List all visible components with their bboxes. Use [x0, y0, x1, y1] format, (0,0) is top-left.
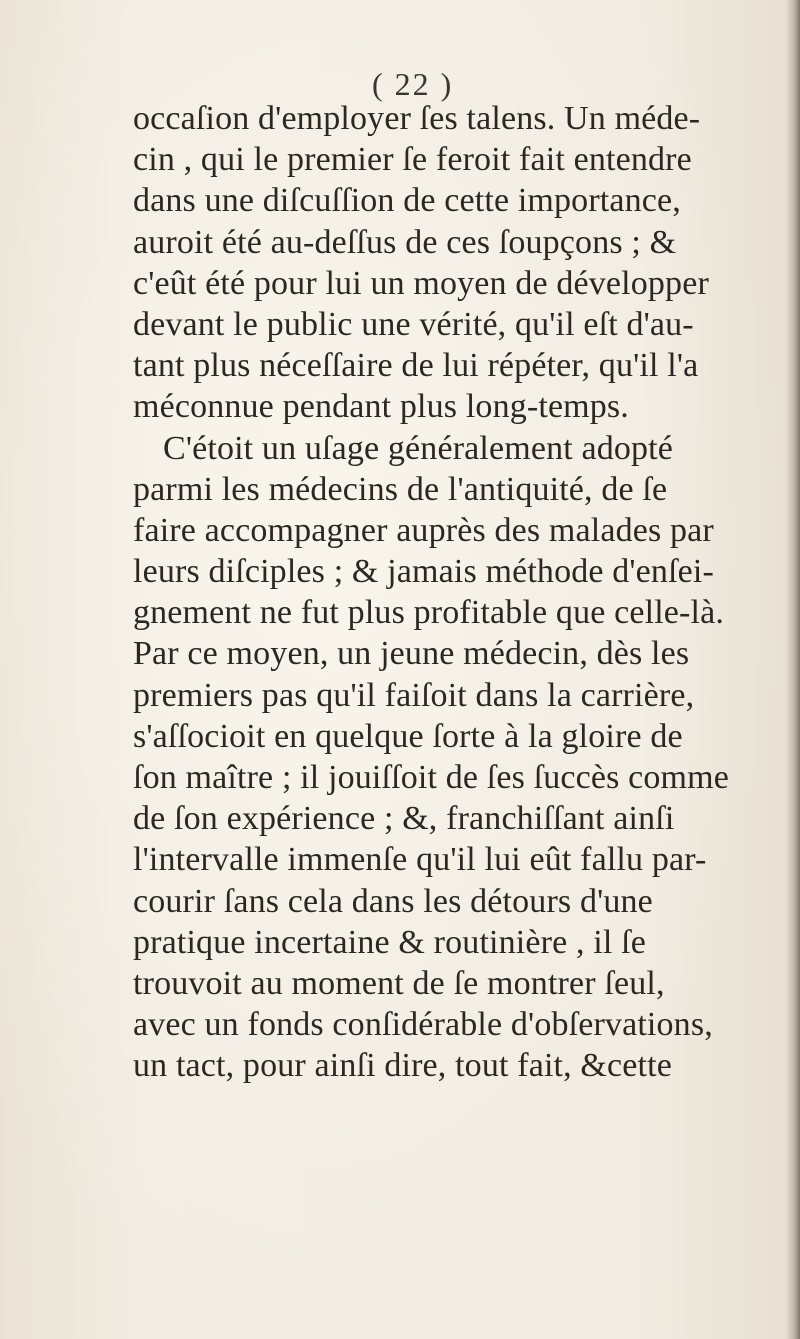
- text-line: avec un fonds conſidérable d'obſervations,: [133, 1006, 713, 1044]
- text-line: ſon maître ; il jouiſſoit de ſes ſuccès comme: [133, 759, 729, 796]
- text-line: auroit été au-deſſus de ces ſoupçons ; &: [133, 223, 677, 261]
- text-line: faire accompagner auprès des malades par: [133, 511, 714, 549]
- text-line: un tact, pour ainſi dire, tout fait, &cette: [133, 1047, 672, 1085]
- text-line: leurs diſciples ; & jamais méthode d'enſei-: [133, 553, 714, 591]
- text-line: courir ſans cela dans les détours d'une: [133, 882, 653, 920]
- text-line: de ſon expérience ; &, franchiſſant ainſi: [133, 800, 675, 838]
- paragraph-start-line: C'étoit un uſage généralement adopté: [163, 429, 674, 467]
- page-number-header: ( 22 ): [372, 66, 454, 102]
- body-text: [133, 98, 793, 1087]
- text-line: trouvoit au moment de ſe montrer ſeul,: [133, 964, 665, 1002]
- text-line: premiers pas qu'il faiſoit dans la carrière,: [133, 676, 695, 714]
- text-line: Par ce moyen, un jeune médecin, dès les: [133, 635, 690, 673]
- page-edge-shadow: [786, 0, 800, 1339]
- text-line: gnement ne fut plus profitable que celle-là.: [133, 594, 724, 632]
- text-line: méconnue pendant plus long-temps.: [133, 388, 629, 426]
- text-line: parmi les médecins de l'antiquité, de ſe: [133, 470, 668, 508]
- text-line: s'aſſocioit en quelque ſorte à la gloire de: [133, 717, 683, 755]
- text-line: occaſion d'employer ſes talens. Un méde-: [133, 100, 701, 137]
- text-line: c'eût été pour lui un moyen de développer: [133, 264, 709, 302]
- text-line: devant le public une vérité, qu'il eſt d'au-: [133, 305, 694, 343]
- text-line: cin , qui le premier ſe feroit fait entendre: [133, 141, 692, 179]
- text-line: l'intervalle immenſe qu'il lui eût fallu par-: [133, 841, 707, 879]
- text-line: dans une diſcuſſion de cette importance,: [133, 182, 681, 220]
- text-line: tant plus néceſſaire de lui répéter, qu'il l'a: [133, 347, 699, 385]
- text-line: pratique incertaine & routinière , il ſe: [133, 923, 646, 961]
